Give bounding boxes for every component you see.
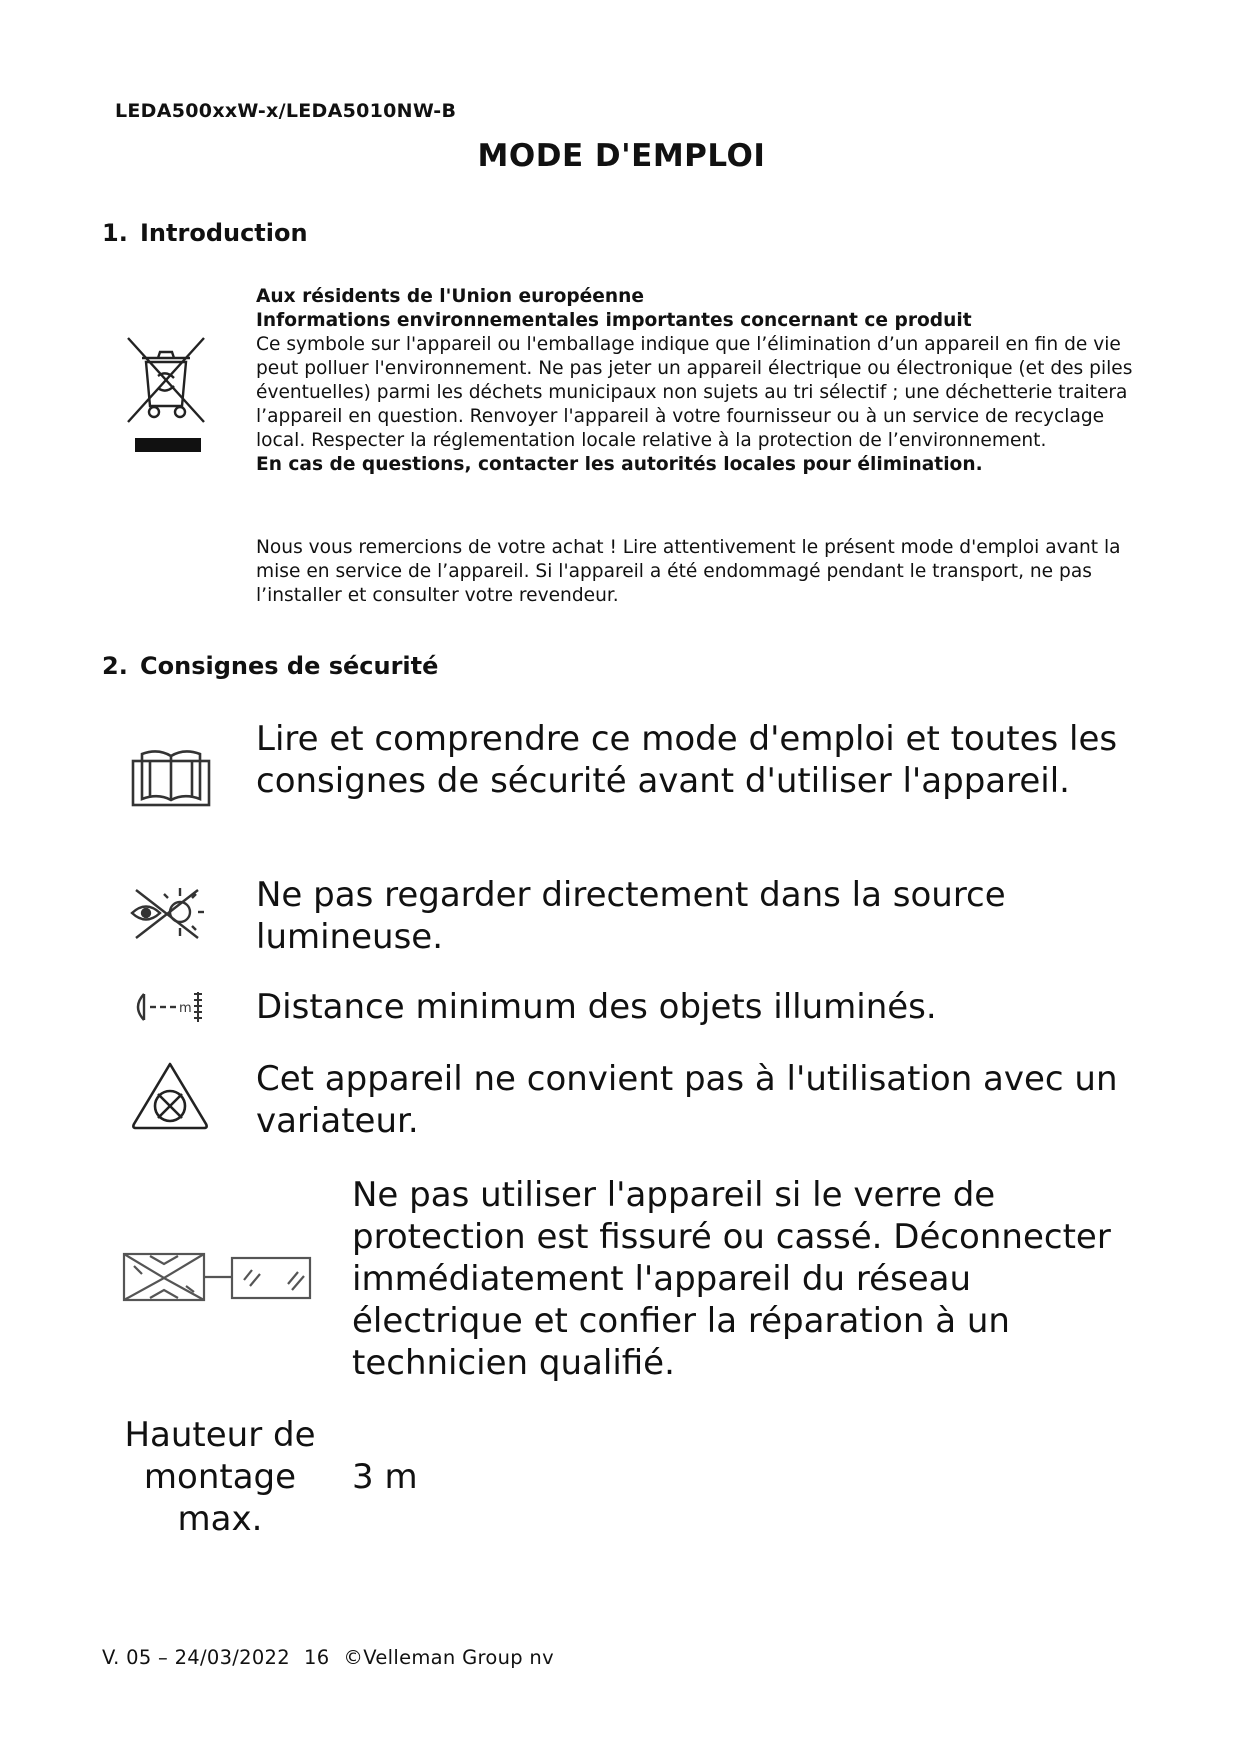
mounting-height-label: Hauteur de montage max. [124,1415,316,1539]
safety-item-broken-glass: Ne pas utiliser l'appareil si le verre de protection est fissuré ou cassé. Déconnecter immédiatement l'appareil du réseau électrique et confier la réparation à un technicien qualifié. [352,1175,1111,1383]
minimum-distance-icon [130,990,210,1024]
mounting-height-value: 3 m [352,1457,418,1497]
questions-note: En cas de questions, contacter les autorités locales pour élimination. [256,454,983,475]
page-title [0,138,1241,174]
footer [102,1646,568,1669]
section-title: Introduction [140,219,308,247]
broken-glass-icon [120,1246,316,1308]
safety-item-min-distance: Distance minimum des objets illuminés. [256,987,937,1027]
weee-crossed-bin-icon [124,332,206,454]
page-title-text: MODE D'EMPLOI [477,138,766,174]
svg-text:m: m [179,1001,192,1016]
footer-version: V. 05 – 24/03/2022 [102,1646,290,1669]
read-manual-book-icon [130,746,212,808]
footer-copyright: ©Velleman Group nv [343,1646,554,1669]
section-title: Consignes de sécurité [140,652,439,680]
do-not-look-at-light-icon [128,882,206,944]
disposal-paragraph: Ce symbole sur l'appareil ou l'emballage indique que l’élimination d’un appareil en fin de vie peut polluer l'environnement. Ne pas jeter un appareil électrique ou électronique (et des piles éventuelles) parmi les déchets municipaux non sujets au tri sélectif ; une déchetterie traitera l’appareil en question. Renvoyer l'appareil à votre fournisseur ou à un service de recyclage local. Respecter la réglementation locale relative à la protection de l’environnement. [256,334,1133,451]
no-dimmer-icon [130,1060,210,1130]
footer-page-number: 16 [303,1646,330,1669]
introduction-text [256,285,1136,477]
environment-info-heading: Informations environnementales importantes concernant ce produit [256,310,972,331]
thanks-paragraph: Nous vous remercions de votre achat ! Lire attentivement le présent mode d'emploi avant la mise en service de l’appareil. Si l'appareil a été endommagé pendant le transport, ne pas l’installer et consulter votre revendeur. [256,537,1121,606]
model-number: LEDA500xxW-x/LEDA5010NW-B [115,100,457,122]
eu-residents-heading: Aux résidents de l'Union européenne [256,286,644,307]
section-number: 1. [102,219,128,247]
safety-item-read-manual: Lire et comprendre ce mode d'emploi et toutes les consignes de sécurité avant d'utiliser l'appareil. [256,719,1118,801]
section-heading-introduction [102,219,308,247]
section-heading-safety [102,652,438,680]
safety-item-no-look: Ne pas regarder directement dans la source lumineuse. [256,875,1006,957]
safety-item-no-dimmer: Cet appareil ne convient pas à l'utilisation avec un variateur. [256,1059,1118,1141]
section-number: 2. [102,652,128,680]
